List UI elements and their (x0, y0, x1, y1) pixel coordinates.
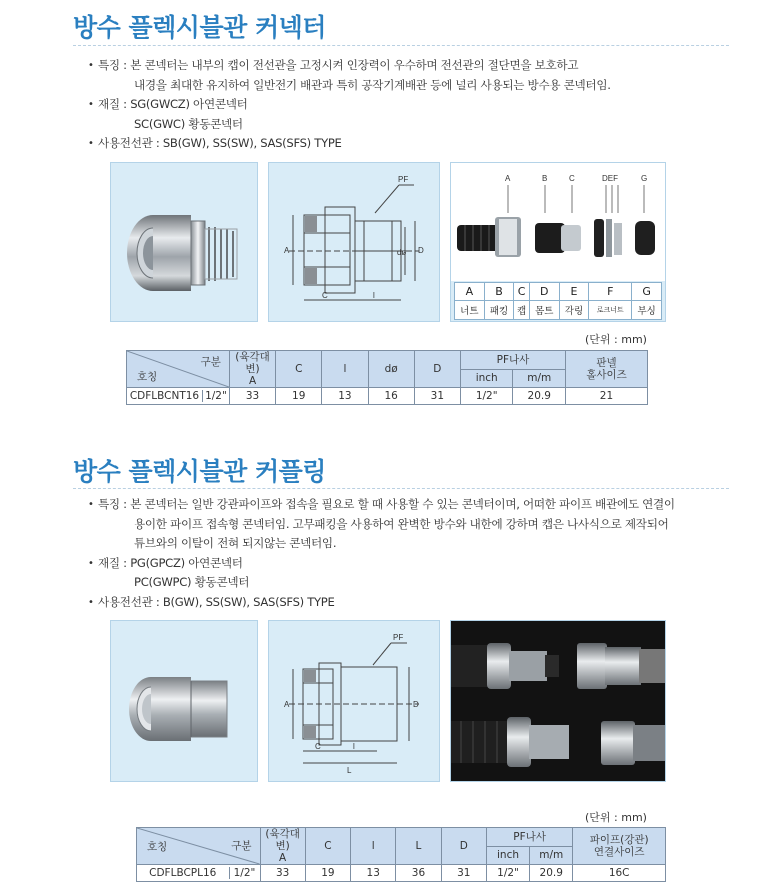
dimension-drawing (269, 621, 439, 781)
row-l: 13 (322, 388, 368, 405)
label-a: A (284, 246, 290, 255)
part-name: 패킹 (484, 300, 514, 319)
header-l: l (351, 828, 396, 865)
part-name: 너트 (455, 300, 485, 319)
coupling-photo (111, 621, 257, 781)
spec-list (88, 495, 700, 612)
spec-material-line2: PC(GWPC) 황동콘넥터 (134, 575, 250, 589)
row-inch: 1/2" (486, 865, 529, 882)
header-d0: dø (368, 351, 414, 388)
row-model-cell (127, 388, 230, 405)
label-d: D (418, 246, 424, 255)
label-l: l (373, 291, 375, 300)
table-row (127, 388, 648, 405)
installation-photo-panel (450, 620, 666, 782)
header-l: l (322, 351, 368, 388)
header-pipe-size-2: 연결사이즈 (593, 846, 645, 858)
part-name: 캡 (514, 300, 530, 319)
spec-feature-line1: 본 콘넥터는 일반 강관파이프와 접속을 필요로 할 때 사용할 수 있는 콘넥터이며, 어떠한 파이프 배관에도 연결이 (130, 497, 675, 511)
header-a-label: A (279, 852, 287, 864)
title-divider (73, 488, 729, 489)
header-a-label: A (248, 375, 257, 387)
header-a-top: (육각대변) (235, 351, 270, 375)
spec-list (88, 56, 700, 154)
label-d: D (413, 700, 419, 709)
row-a: 33 (260, 865, 305, 882)
header-inch: inch (486, 846, 529, 865)
header-a (229, 351, 275, 388)
part-letter: B (484, 283, 514, 301)
label-c: C (322, 291, 328, 300)
parts-panel (450, 162, 666, 322)
label-a: A (284, 700, 290, 709)
header-big-l: L (396, 828, 441, 865)
part-letter: G (632, 283, 662, 301)
spec-feature-key: 특징 : (98, 58, 131, 72)
part-top-label-b: B (542, 174, 548, 183)
spec-feature-line2: 내경을 최대한 유지하여 일반전기 배관과 특히 공작기계배관 등에 널리 사용되는 방수용 콘넥터임. (134, 77, 611, 92)
spec-feature-line1: 본 콘넥터는 내부의 캡이 전선관을 고정시켜 인장력이 우수하며 전선관의 절단면을 보호하고 (130, 58, 579, 72)
part-letter: E (559, 283, 589, 301)
row-size: 1/2" (205, 390, 227, 402)
title-divider (73, 45, 729, 46)
spec-material-line1: SG(GWCZ) 아연콘넥터 (130, 97, 248, 111)
part-top-label-c: C (569, 174, 575, 183)
label-pf: PF (393, 633, 404, 642)
row-c: 19 (276, 388, 322, 405)
spec-material-line2: SC(GWC) 황동콘넥터 (134, 116, 243, 131)
row-big-l: 36 (396, 865, 441, 882)
parts-photo (451, 163, 665, 281)
parts-label-grid (454, 282, 662, 320)
spec-material (88, 554, 700, 593)
label-c: C (315, 742, 321, 751)
connector-photo (111, 163, 257, 321)
part-name: 각링 (559, 300, 589, 319)
unit-label: (단위 : mm) (585, 811, 647, 824)
row-d0: 16 (368, 388, 414, 405)
header-panel-hole-1: 판넬 (596, 357, 617, 369)
header-pf: PF나사 (460, 351, 565, 370)
spec-conduit (88, 593, 700, 613)
section-title: 방수 플렉시블관 커플링 (73, 457, 326, 486)
spec-feature-key: 특징 : (98, 497, 131, 511)
header-pipe-size-1: 파이프(강관) (589, 834, 649, 846)
dimension-drawing-panel (268, 162, 440, 322)
header-a (260, 828, 305, 865)
product-photo-panel (110, 162, 258, 322)
part-name: 로크너트 (589, 300, 632, 319)
label-big-l: L (347, 766, 352, 775)
header-gubun: 구분 (231, 840, 252, 852)
header-d: D (414, 351, 460, 388)
row-d: 31 (441, 865, 486, 882)
row-inch: 1/2" (460, 388, 513, 405)
row-panel-hole: 21 (565, 388, 647, 405)
header-pf: PF나사 (486, 828, 572, 847)
spec-table (136, 827, 666, 882)
header-a-top: (육각대변) (265, 828, 300, 852)
label-l: l (353, 742, 355, 751)
row-mm: 20.9 (513, 388, 566, 405)
spec-conduit-text: 사용전선관 : SB(GW), SS(SW), SAS(SFS) TYPE (98, 136, 342, 150)
header-mm: m/m (530, 846, 573, 865)
spec-material-key: 재질 : (98, 97, 131, 111)
header-gubun: 구분 (200, 356, 221, 368)
header-hoching: 호칭 (137, 371, 158, 383)
table-corner-header (127, 351, 230, 388)
spec-feature-line3: 튜브와의 이탈이 전혀 되지않는 콘넥터임. (134, 536, 337, 550)
table-row (137, 865, 666, 882)
row-size: 1/2" (233, 867, 256, 879)
spec-feature-line2: 용이한 파이프 접속형 콘넥터임. 고무패킹을 사용하여 완벽한 방수와 내한에 강하며 캡은 나사식으로 제작되어 (134, 516, 669, 531)
dimension-drawing (269, 163, 439, 321)
dimension-drawing-panel (268, 620, 440, 782)
row-model-cell (137, 865, 261, 882)
header-c: C (305, 828, 350, 865)
header-hoching: 호칭 (147, 841, 168, 853)
installation-photo (451, 621, 665, 781)
row-model: CDFLBCNT16 (127, 390, 203, 402)
table-corner-header (137, 828, 261, 865)
row-c: 19 (305, 865, 350, 882)
spec-feature (88, 56, 700, 95)
part-top-label-a: A (505, 174, 511, 183)
product-photo-panel (110, 620, 258, 782)
label-d0: dø (397, 248, 407, 257)
header-inch: inch (460, 369, 513, 388)
header-pipe-size (573, 828, 666, 865)
row-pipe-size: 16C (573, 865, 666, 882)
row-l: 13 (351, 865, 396, 882)
header-c: C (276, 351, 322, 388)
part-letter: D (529, 283, 559, 301)
header-d: D (441, 828, 486, 865)
part-top-label-g: G (641, 174, 648, 183)
spec-conduit (88, 134, 700, 154)
spec-material (88, 95, 700, 134)
row-mm: 20.9 (530, 865, 573, 882)
spec-feature (88, 495, 700, 554)
page-title: 방수 플렉시블관 커넥터 (73, 13, 326, 42)
header-panel-hole (565, 351, 647, 388)
part-letter: A (455, 283, 485, 301)
spec-conduit-text: 사용전선관 : B(GW), SS(SW), SAS(SFS) TYPE (98, 594, 335, 609)
spec-material-line1: PG(GPCZ) 아연콘넥터 (130, 555, 243, 570)
row-d: 31 (414, 388, 460, 405)
part-letter: C (514, 283, 530, 301)
label-pf: PF (398, 175, 409, 184)
row-a: 33 (229, 388, 275, 405)
row-model: CDFLBCPL16 (137, 867, 230, 879)
part-name: 부싱 (632, 300, 662, 319)
header-mm: m/m (513, 369, 566, 388)
part-name: 몸트 (529, 300, 559, 319)
part-letter: F (589, 283, 632, 301)
header-panel-hole-2: 홀사이즈 (586, 369, 627, 381)
spec-material-key: 재질 : (98, 555, 131, 570)
part-top-label-def: DEF (602, 174, 618, 183)
spec-table (126, 350, 648, 405)
unit-label: (단위 : mm) (585, 333, 647, 346)
